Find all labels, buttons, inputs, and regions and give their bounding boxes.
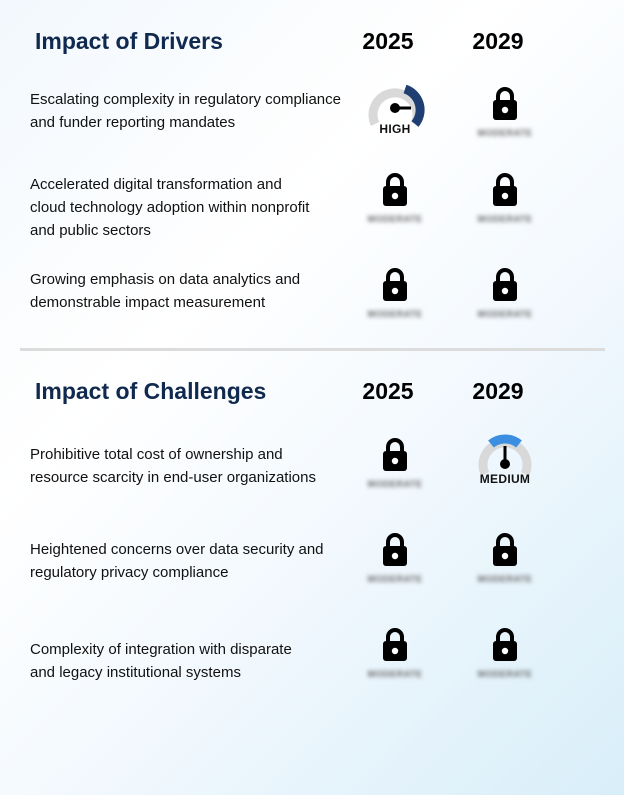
lock-icon (490, 172, 520, 208)
lock-icon (380, 172, 410, 208)
lock-icon (380, 532, 410, 568)
challenge-row-2-2029-cell (460, 532, 550, 592)
lock-icon (380, 437, 410, 473)
drivers-title: Impact of Drivers (35, 28, 223, 54)
locked-value-text: MODERATE (477, 309, 533, 319)
driver-row-1-2025-cell (350, 80, 440, 140)
locked-value-text: MODERATE (477, 214, 533, 224)
lock-icon (490, 627, 520, 663)
lock-icon (380, 627, 410, 663)
locked-value-text: MODERATE (367, 309, 423, 319)
challenge-row-1-text: Prohibitive total cost of ownership and resource scarcity in end-user organizations (30, 446, 316, 486)
gauge-level-label: MEDIUM (479, 472, 531, 486)
challenge-row-1-2029-cell (460, 430, 550, 490)
lock-icon (490, 86, 520, 122)
drivers-year-2029: 2029 (472, 28, 524, 54)
locked-value-text: MODERATE (367, 214, 423, 224)
driver-row-3-text: Growing emphasis on data analytics and demonstrable impact measurement (30, 271, 301, 311)
challenge-row-3-2025-cell (350, 627, 440, 687)
challenge-row-2-2025-cell (350, 532, 440, 592)
driver-row-3-2025-cell (350, 267, 440, 327)
driver-row-2-text: Accelerated digital transformation and cloud technology adoption within nonprofit and public sectors (30, 176, 310, 239)
challenges-title: Impact of Challenges (35, 378, 267, 404)
challenge-row-2-text: Heightened concerns over data security and regulatory privacy compliance (30, 541, 324, 581)
driver-row-3-2029-cell (460, 267, 550, 327)
locked-value-text: MODERATE (477, 669, 533, 679)
driver-row-1-2029-cell (460, 86, 550, 146)
lock-icon (380, 267, 410, 303)
challenges-year-2025: 2025 (362, 378, 414, 404)
lock-icon (490, 532, 520, 568)
drivers-year-2025: 2025 (362, 28, 414, 54)
gauge-level-label: HIGH (379, 122, 411, 136)
driver-row-2-2029-cell (460, 172, 550, 232)
challenge-row-3-2029-cell (460, 627, 550, 687)
driver-row-2-2025-cell (350, 172, 440, 232)
gauge-icon (365, 80, 425, 128)
challenge-row-1-2025-cell (350, 437, 440, 497)
locked-value-text: MODERATE (367, 479, 423, 489)
locked-value-text: MODERATE (477, 128, 533, 138)
locked-value-text: MODERATE (477, 574, 533, 584)
lock-icon (490, 267, 520, 303)
challenges-year-2029: 2029 (472, 378, 524, 404)
section-divider (20, 348, 605, 351)
challenge-row-3-text: Complexity of integration with disparate and legacy institutional systems (30, 641, 292, 681)
locked-value-text: MODERATE (367, 574, 423, 584)
locked-value-text: MODERATE (367, 669, 423, 679)
gauge-icon (475, 430, 535, 478)
driver-row-1-text: Escalating complexity in regulatory compliance and funder reporting mandates (30, 91, 341, 131)
